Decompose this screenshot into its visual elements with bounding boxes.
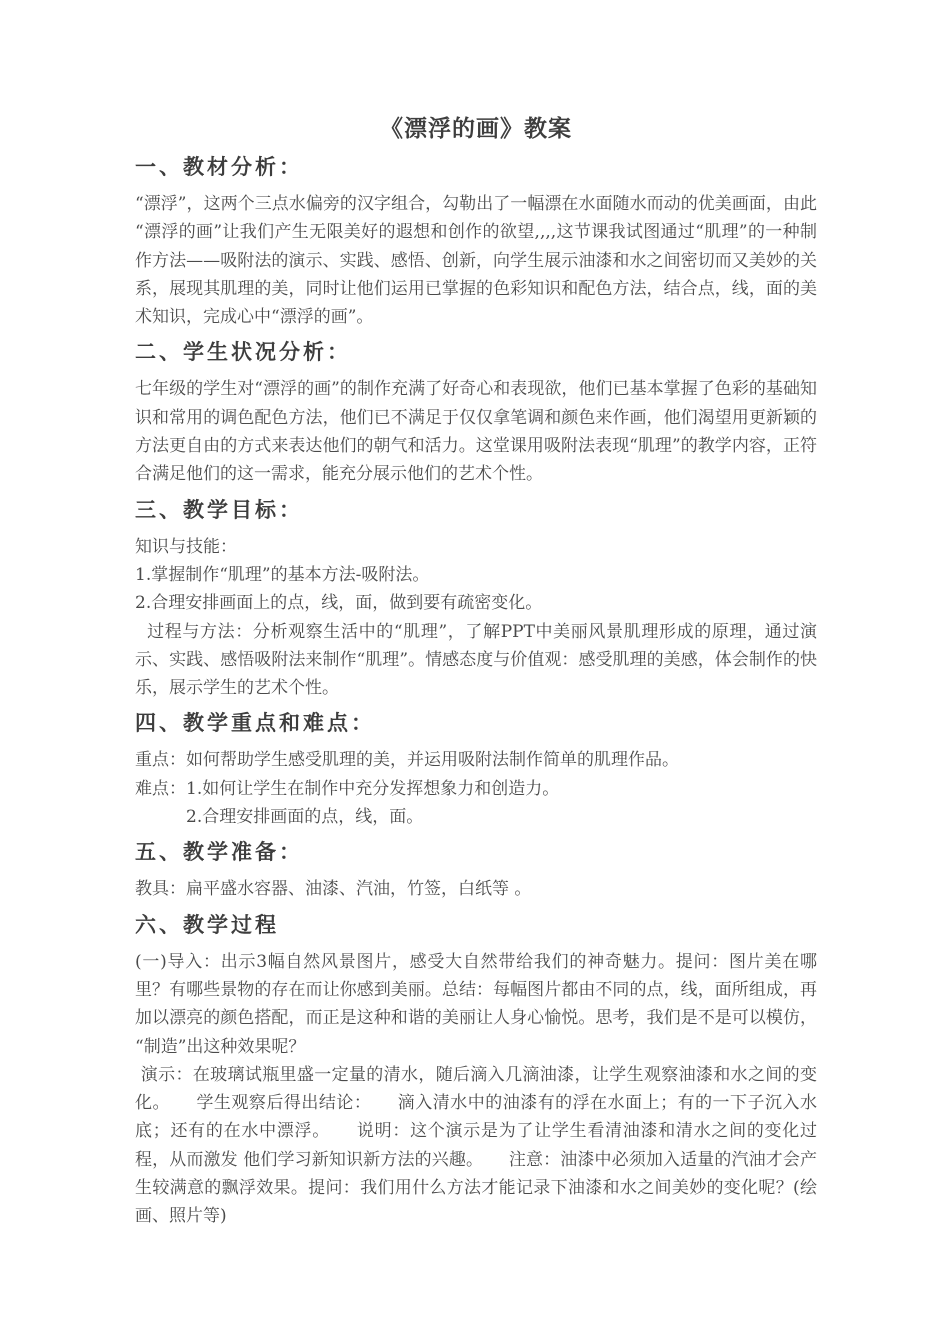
paragraph-objective-1: 1.掌握制作“肌理”的基本方法-吸附法。 — [135, 564, 430, 585]
paragraph-difficult-point-2: 2.合理安排画面的点，线，面。 — [135, 807, 424, 828]
paragraph-lead-in: (一)导入：出示3幅自然风景图片，感受大自然带给我们的神奇魅力。提问：图片美在哪里？有哪些景物的存在而让你感到美丽。总结：每幅图片都由不同的点，线，面所组成，再加以漂亮的颜色搭配，而正是这种和谐的美丽让人身心愉悦。思考，我们是不是可以模仿，“制造”出这种效果呢？ — [135, 951, 817, 1057]
section-student-analysis — [135, 340, 817, 488]
paragraph-textbook-analysis: “漂浮”，这两个三点水偏旁的汉字组合，勾勒出了一幅漂在水面随水而动的优美画面，由此“漂浮的画”让我们产生无限美好的遐想和创作的欲望,,,,这节课我试图通过“肌理”的一种制作方法——吸附法的演示、实践、感悟、创新，向学生展示油漆和水之间密切而又美妙的关系，展现其肌理的美，同时让他们运用已掌握的色彩知识和配色方法，结合点，线，面的美术知识，完成心中“漂浮的画”。 — [135, 194, 817, 328]
heading-teaching-preparation: 五、教学准备： — [135, 841, 303, 865]
paragraph-student-analysis: 七年级的学生对“漂浮的画”的制作充满了好奇心和表现欲，他们已基本掌握了色彩的基础知识和常用的调色配色方法，他们已不满足于仅仅拿笔调和颜色来作画，他们渴望用更新颖的方法更自由的方式来表达他们的朝气和活力。这堂课用吸附法表现“肌理”的教学内容，正符合满足他们的这一需求，能充分展示他们的艺术个性。 — [135, 379, 817, 485]
paragraph-teaching-aids: 教具：扁平盛水容器、油漆、汽油，竹签，白纸等 。 — [135, 879, 532, 900]
section-textbook-analysis — [135, 155, 817, 331]
paragraph-objective-2: 2.合理安排画面上的点，线，面，做到要有疏密变化。 — [135, 593, 543, 614]
heading-teaching-process: 六、教学过程 — [135, 913, 279, 937]
heading-key-difficult-points: 四、教学重点和难点： — [135, 712, 375, 736]
paragraph-key-point: 重点：如何帮助学生感受肌理的美，并运用吸附法制作简单的肌理作品。 — [135, 750, 679, 771]
heading-textbook-analysis: 一、教材分析： — [135, 156, 303, 179]
paragraph-demonstration: 演示：在玻璃试瓶里盛一定量的清水，随后滴入几滴油漆，让学生观察油漆和水之间的变化。 学生观察后得出结论： 滴入清水中的油漆有的浮在水面上；有的一下子沉入水底；还有的在水中漂浮。 说明：这个演示是为了让学生看清油漆和清水之间的变化过程，从而激发 他们学习新知识新方法的兴趣。 注意：油漆中必须加入适量的汽油才会产生较满意的飘浮效果。提问：我们用什么方法才能记录下油漆和水之间美妙的变化呢？(绘画、照片等) — [135, 1064, 818, 1227]
heading-student-analysis: 二、学生状况分析： — [135, 341, 351, 365]
section-teaching-process — [135, 913, 817, 1231]
heading-teaching-objectives: 三、教学目标： — [135, 498, 303, 522]
section-key-difficult-points — [135, 711, 817, 831]
paragraph-knowledge-skills-label: 知识与技能： — [135, 536, 237, 557]
section-teaching-objectives — [135, 498, 817, 703]
paragraph-difficult-point-1: 难点：1.如何让学生在制作中充分发挥想象力和创造力。 — [135, 778, 560, 799]
section-teaching-preparation — [135, 840, 817, 903]
document-title: 《漂浮的画》教案 — [380, 115, 572, 141]
paragraph-process-method: 过程与方法：分析观察生活中的“肌理”，了解PPT中美丽风景肌理形成的原理，通过演示、实践、感悟吸附法来制作“肌理”。情感态度与价值观：感受肌理的美感，体会制作的快乐，展示学生的艺术个性。 — [135, 621, 817, 699]
